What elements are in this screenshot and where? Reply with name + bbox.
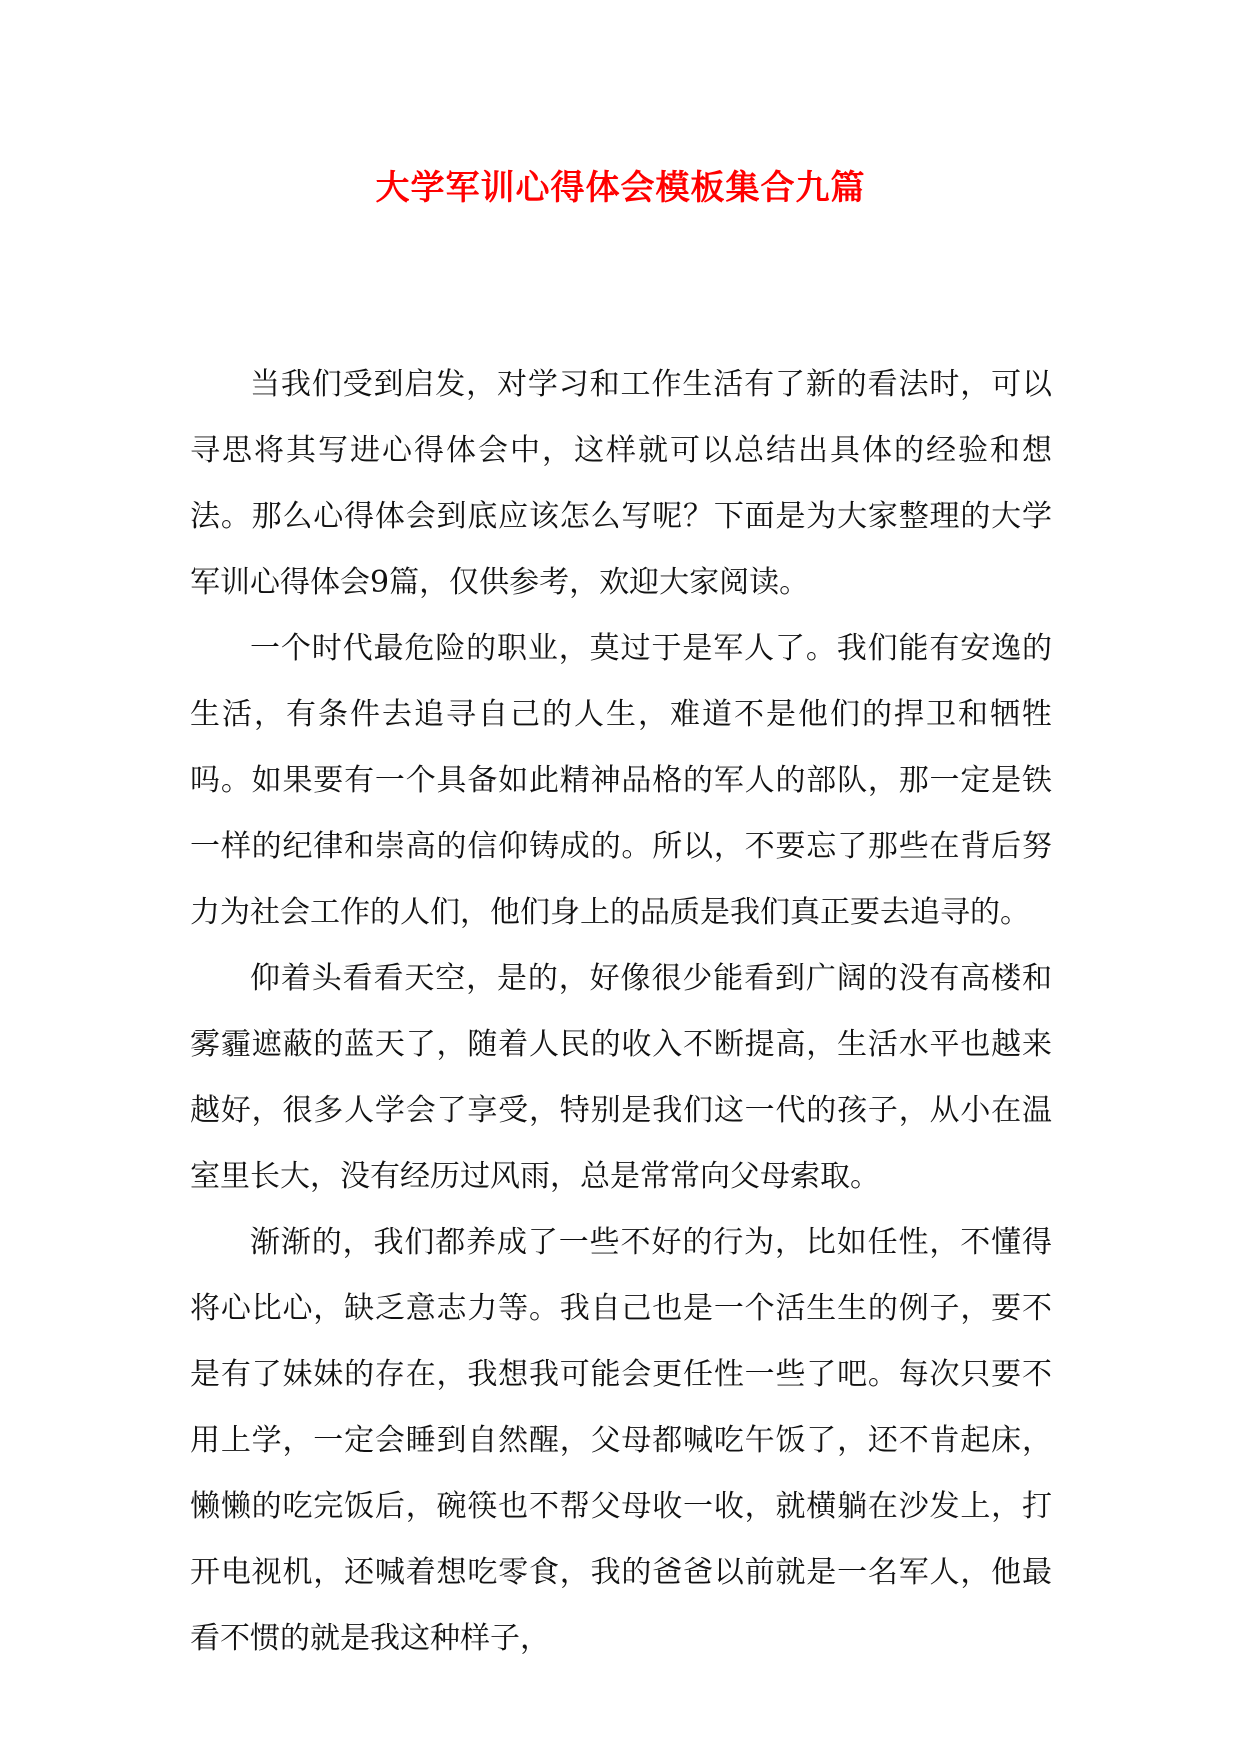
paragraph-habits: 渐渐的，我们都养成了一些不好的行为，比如任性，不懂得将心比心，缺乏意志力等。我自己也是一个活生生的例子，要不是有了妹妹的存在，我想我可能会更任性一些了吧。每次只要不用上学，一定会睡到自然醒，父母都喊吃午饭了，还不肯起床，懒懒的吃完饭后，碗筷也不帮父母收一收，就横躺在沙发上，打开电视机，还喊着想吃零食，我的爸爸以前就是一名军人，他最看不惯的就是我这种样子，: [190, 1225, 1052, 1656]
paragraph-intro: 当我们受到启发，对学习和工作生活有了新的看法时，可以寻思将其写进心得体会中，这样就可以总结出具体的经验和想法。那么心得体会到底应该怎么写呢？下面是为大家整理的大学军训心得体会9篇，仅供参考，欢迎大家阅读。: [190, 367, 1052, 600]
document-body: [190, 352, 1052, 1672]
paragraph-sky: 仰着头看看天空，是的，好像很少能看到广阔的没有高楼和雾霾遮蔽的蓝天了，随着人民的收入不断提高，生活水平也越来越好，很多人学会了享受，特别是我们这一代的孩子，从小在温室里长大，没有经历过风雨，总是常常向父母索取。: [190, 961, 1052, 1194]
paragraph-soldier: 一个时代最危险的职业，莫过于是军人了。我们能有安逸的生活，有条件去追寻自己的人生，难道不是他们的捍卫和牺牲吗。如果要有一个具备如此精神品格的军人的部队，那一定是铁一样的纪律和崇高的信仰铸成的。所以，不要忘了那些在背后努力为社会工作的人们，他们身上的品质是我们真正要去追寻的。: [190, 631, 1052, 930]
document-title: 大学军训心得体会模板集合九篇: [375, 168, 866, 208]
